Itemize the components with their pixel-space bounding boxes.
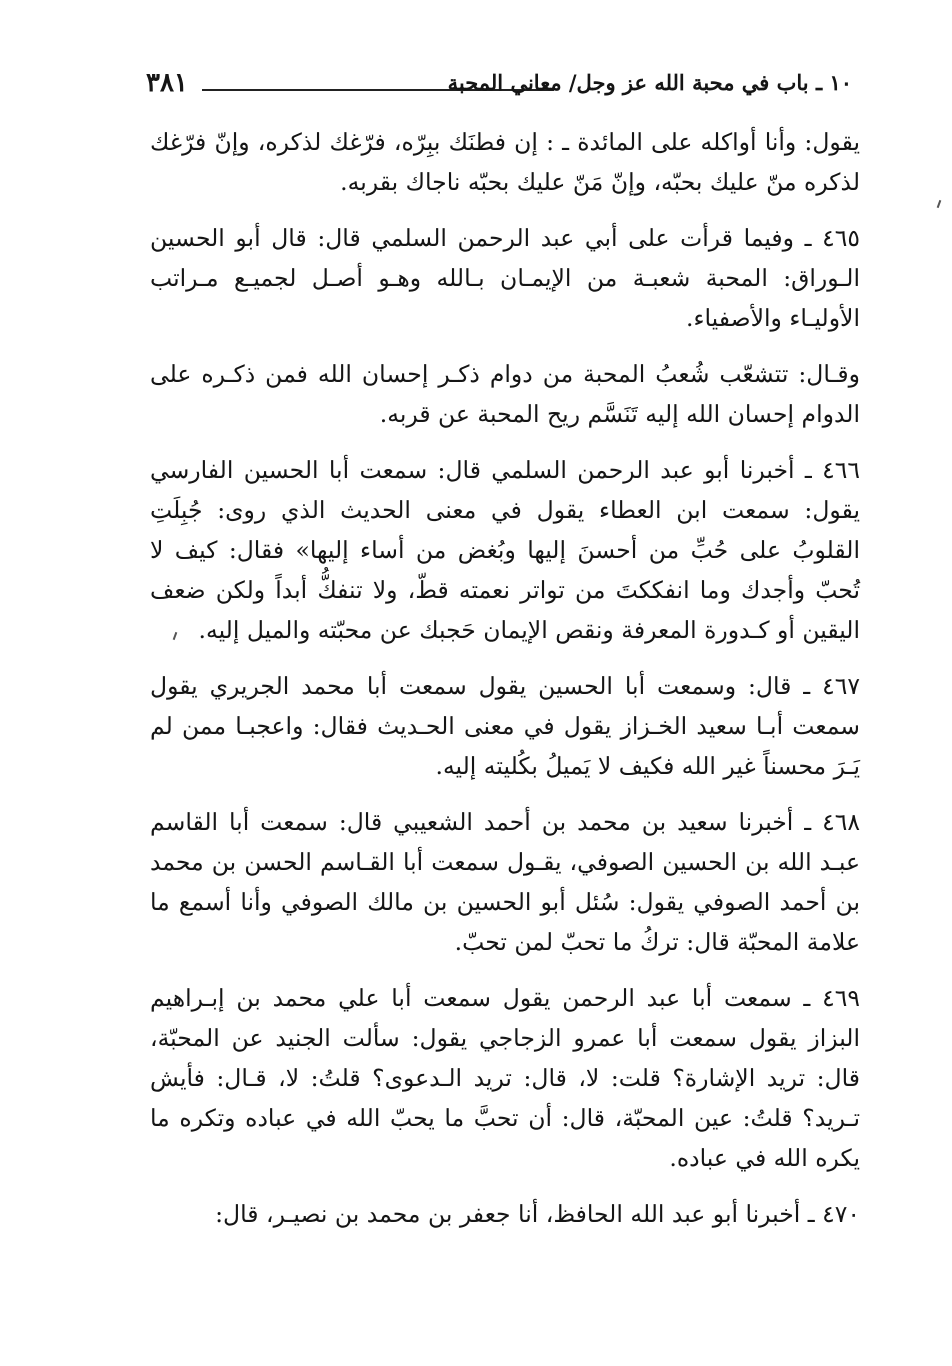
page-header xyxy=(146,66,852,106)
paragraph-470: ٤٧٠ ـ أخبرنا أبو عبد الله الحافظ، أنا جعفر بن محمد بن نصيـر، قال: xyxy=(215,1200,860,1228)
body-text xyxy=(150,122,860,1250)
paragraph-465-continued: وقـال: تتشعّب شُعبُ المحبة من دوام ذكـر إحسان الله فمن ذكـره على الدوام إحسان الله إليه تَنَسَّم ريح المحبة عن قربه. xyxy=(150,360,860,428)
paragraph-466: ٤٦٦ ـ أخبرنا أبو عبد الرحمن السلمي قال: سمعت أبا الحسين الفارسي يقول: سمعت ابن العطاء يقول في معنى الحديث الذي روى: جُبِلَتِ القلوبُ على حُبِّ من أحسنَ إليها وبُغض من أساء إليها» فقال: كيف لا تُحبّ وأجدك وما انفككتَ من تواتر نعمته قطّ، ولا تنفكُّ أبداً ولكن ضعف اليقين أو كـدورة المعرفة ونقص الإيمان حَجبك عن محبّته والميل إليه. xyxy=(150,456,860,644)
paragraph-469: ٤٦٩ ـ سمعت أبا عبد الرحمن يقول سمعت أبا علي محمد بن إبـراهيم البزاز يقول سمعت أبا عمرو الزجاجي يقول: سألت الجنيد عن المحبّة، قال: تريد الإشارة؟ قلت: لا، قال: تريد الـدعوى؟ قلتُ: لا، قـال: فأيش تـريد؟ قلتُ: عين المحبّة، قال: أن تحبَّ ما يحبّ الله في عباده وتكره ما يكره الله في عباده. xyxy=(150,984,860,1172)
running-title: ١٠ ـ باب في محبة الله عز وجل/ معاني المحبة xyxy=(447,70,852,95)
paragraph-467: ٤٦٧ ـ قال: وسمعت أبا الحسين يقول سمعت أبا محمد الجريري يقول سمعت أبـا سعيد الخـزاز يقول في معنى الحـديث فقال: واعجبـا ممن لم يَـرَ محسناً غير الله فكيف لا يَميلُ بكُليته إليه. xyxy=(150,672,860,780)
paragraph-continuation: يقول: وأنا أواكله على المائدة ـ : إن فطنَك ببِرّه، فرّغك لذكره، وإنّ فرّغك لذكره منّ عليك بحبّه، وإنّ مَنّ عليك بحبّه ناجاك بقربه. xyxy=(150,128,860,196)
paragraph-465: ٤٦٥ ـ وفيما قرأت على أبي عبد الرحمن السلمي قال: قال أبو الحسين الـوراق: المحبة شعبـة من الإيمـان بـالله وهـو أصـل لجميـع مـراتب الأوليـاء والأصفياء. xyxy=(150,224,860,332)
page-number: ٣٨١ xyxy=(146,68,188,98)
margin-speck xyxy=(937,200,942,208)
paragraph-468: ٤٦٨ ـ أخبرنا سعيد بن محمد بن أحمد الشعيبي قال: سمعت أبا القاسم عبـد الله بن الحسين الصوفي، يقـول سمعت أبا القـاسم الحسن بن محمد بن أحمد الصوفي يقول: سُئل أبو الحسين بن مالك الصوفي وأنا أسمع ما علامة المحبّة قال: تركُ ما تحبّ لمن تحبّ. xyxy=(150,808,860,956)
